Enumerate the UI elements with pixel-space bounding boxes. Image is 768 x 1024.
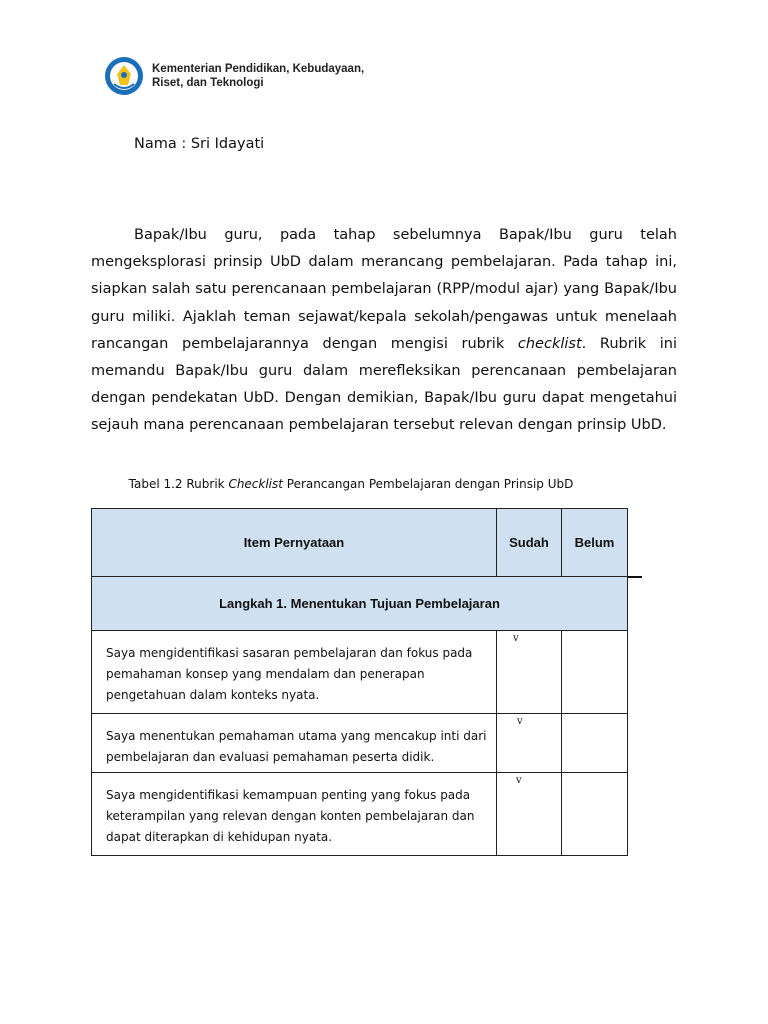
header-border-extension — [628, 576, 642, 578]
author-name: Nama : Sri Idayati — [134, 136, 265, 152]
row-1-sudah-cell[interactable] — [497, 631, 562, 714]
header-sudah: Sudah — [497, 509, 562, 577]
table-header-row — [92, 509, 628, 577]
row-3-sudah-mark: v — [516, 775, 522, 786]
table-row — [92, 773, 628, 856]
paragraph-part-2: . Rubrik ini memandu Bapak/Ibu guru dalam merefleksikan perencanaan pembelajaran dengan pendekatan UbD. Dengan demikian, Bapak/Ibu guru dapat mengetahui sejauh mana perencanaan pembelajaran tersebut relevan dengan prinsip UbD. — [91, 335, 677, 434]
row-2-text: Saya menentukan pemahaman utama yang mencakup inti dari pembelajaran dan evaluasi pemahaman peserta didik. — [92, 714, 497, 773]
ministry-line-1: Kementerian Pendidikan, Kebudayaan, — [152, 63, 365, 75]
ministry-name — [152, 62, 364, 90]
ministry-header — [104, 54, 364, 98]
row-1-sudah-mark: v — [513, 633, 519, 644]
row-3-sudah-cell[interactable] — [497, 773, 562, 856]
paragraph-part-1: Bapak/Ibu guru, pada tahap sebelumnya Bapak/Ibu guru telah mengeksplorasi prinsip UbD dalam merancang pembelajaran. Pada tahap ini, siapkan salah satu perencanaan pembelajaran (RPP/modul ajar) yang Bapak/Ibu guru miliki. Ajaklah teman sejawat/kepala sekolah/pengawas untuk menelaah rancangan pembelajarannya dengan mengisi rubrik — [91, 227, 677, 352]
caption-italic: Checklist — [228, 477, 283, 491]
caption-suffix: Perancangan Pembelajaran dengan Prinsip UbD — [282, 477, 574, 491]
header-belum: Belum — [562, 509, 628, 577]
table-row — [92, 714, 628, 773]
step-title: Langkah 1. Menentukan Tujuan Pembelajaran — [92, 577, 628, 631]
row-3-belum-cell[interactable] — [562, 773, 628, 856]
row-3-text: Saya mengidentifikasi kemampuan penting yang fokus pada keterampilan yang relevan dengan konten pembelajaran dan dapat diterapkan di kehidupan nyata. — [92, 773, 497, 856]
row-2-sudah-mark: v — [517, 716, 523, 727]
row-2-sudah-cell[interactable] — [497, 714, 562, 773]
table-caption — [58, 477, 644, 491]
row-2-belum-cell[interactable] — [562, 714, 628, 773]
ministry-logo-icon — [104, 54, 144, 98]
intro-paragraph — [91, 222, 677, 440]
row-1-belum-cell[interactable] — [562, 631, 628, 714]
row-1-text: Saya mengidentifikasi sasaran pembelajaran dan fokus pada pemahaman konsep yang mendalam dan penerapan pengetahuan dalam konteks nyata. — [92, 631, 497, 714]
table-row — [92, 631, 628, 714]
ministry-line-2: Riset, dan Teknologi — [152, 77, 264, 89]
caption-prefix: Tabel 1.2 Rubrik — [128, 477, 229, 491]
header-item: Item Pernyataan — [92, 509, 497, 577]
rubric-table — [91, 508, 628, 856]
paragraph-italic-term: checklist — [517, 335, 582, 352]
step-row — [92, 577, 628, 631]
